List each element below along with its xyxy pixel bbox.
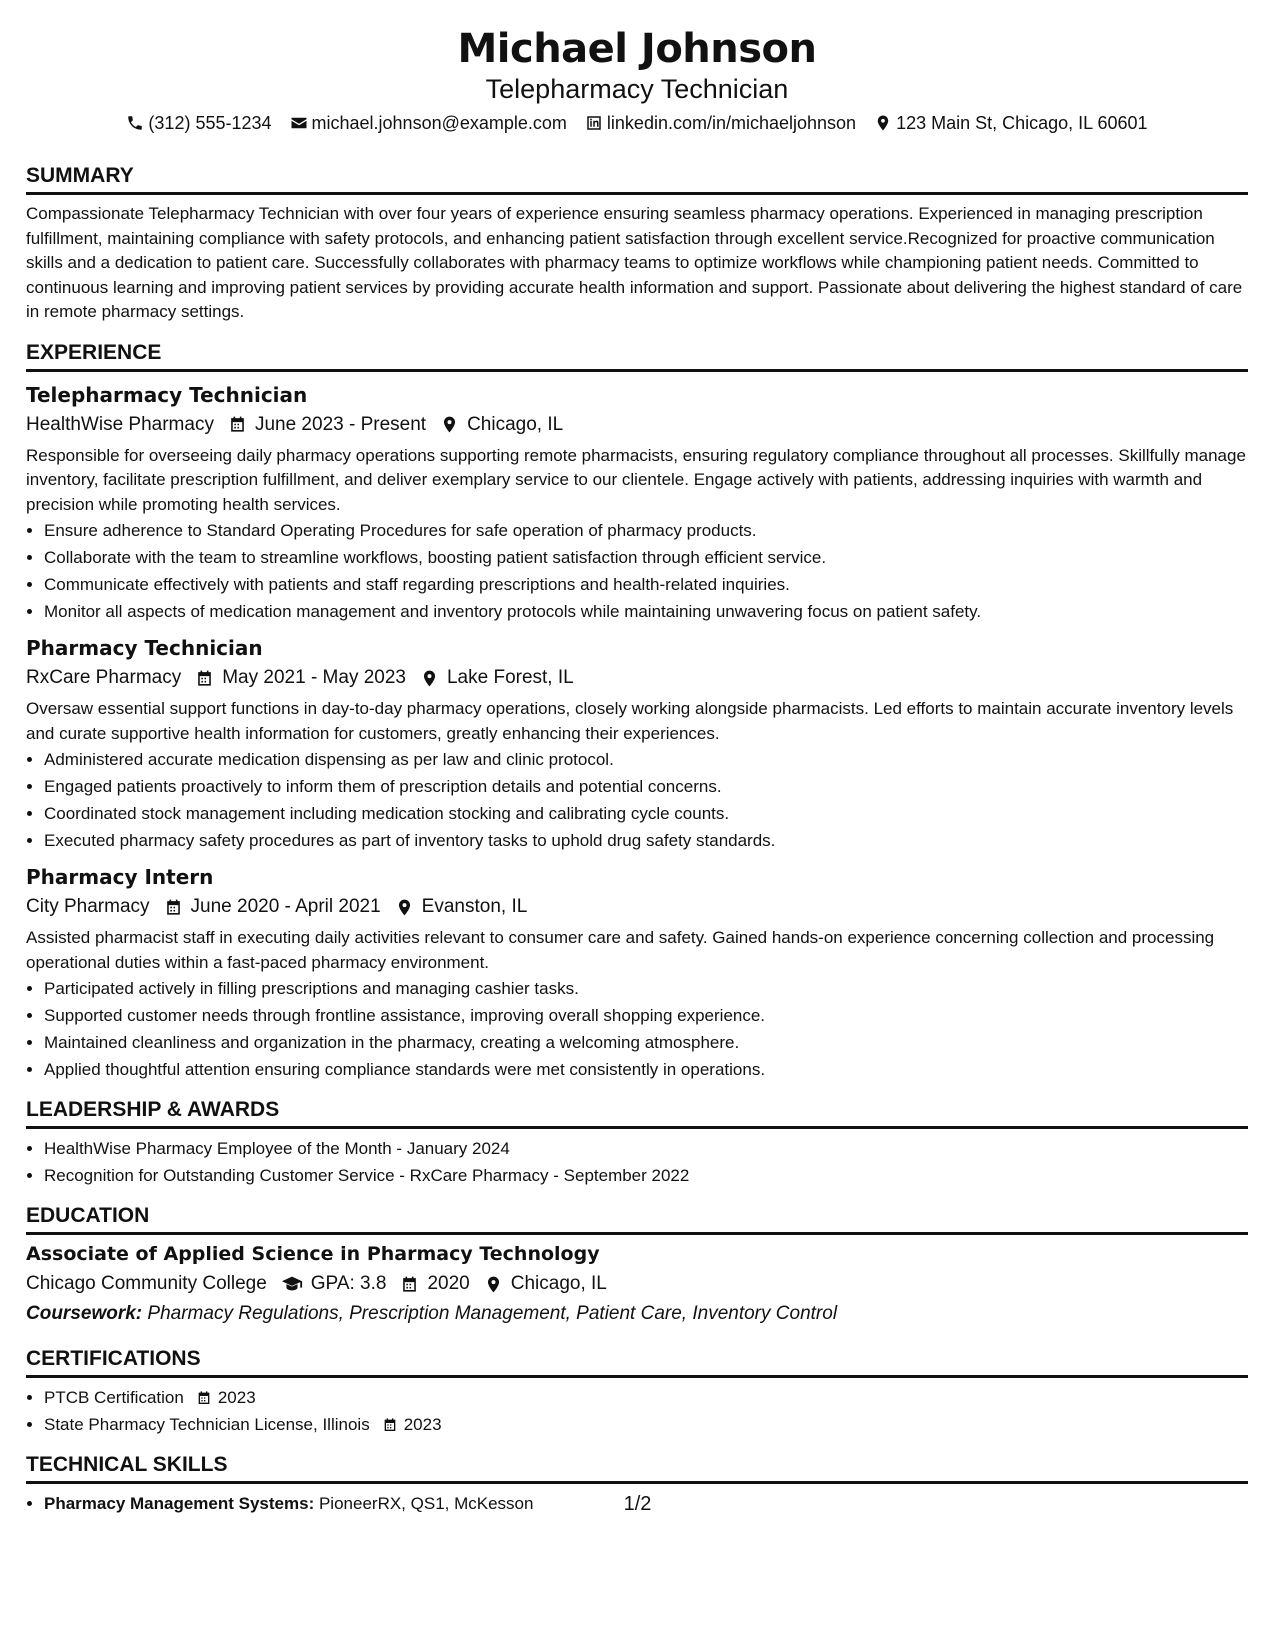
job-bullets: [26, 746, 1248, 854]
school-name: Chicago Community College: [26, 1273, 267, 1294]
awards-list: [26, 1135, 1248, 1189]
resume-page: [26, 0, 1248, 1517]
resume-header: [26, 25, 1248, 135]
list-item: • Coordinated stock management including medication stocking and calibrating cycle counts.: [44, 800, 1248, 827]
company-name: City Pharmacy: [26, 896, 150, 917]
contact-email[interactable]: [290, 111, 567, 135]
cert-year: 2023: [403, 1415, 442, 1434]
map-pin-icon: [420, 669, 439, 688]
certifications-section: [26, 1346, 1248, 1438]
job-meta: [26, 410, 1248, 440]
education-year: 2020: [427, 1273, 470, 1294]
degree-title: Associate of Applied Science in Pharmacy Technology: [26, 1243, 600, 1265]
list-item: [44, 1384, 1248, 1411]
job-location: Chicago, IL: [467, 413, 564, 435]
coursework-label: Coursework:: [26, 1303, 143, 1324]
certifications-heading: CERTIFICATIONS: [26, 1346, 1248, 1378]
address-text: 123 Main St, Chicago, IL 60601: [896, 113, 1148, 133]
job-description: Responsible for overseeing daily pharmacy operations supporting remote pharmacists, ensuring regulatory compliance throughout all processes. Skillfully manage inventory, facilitate prescription fulfillment, and deliver exemplary service to our clientele. Engage actively with patients, addressing inquiries with warmth and precision while promoting health services.: [26, 445, 1246, 514]
list-item: • Recognition for Outstanding Customer Service - RxCare Pharmacy - September 2022: [44, 1162, 1248, 1189]
email-text: michael.johnson@example.com: [311, 113, 567, 133]
list-item: • Maintained cleanliness and organization in the pharmacy, creating a welcoming atmosphere.: [44, 1029, 1248, 1056]
experience-section: [26, 340, 1248, 1084]
job-entry: [26, 380, 1248, 626]
calendar-icon: [164, 898, 183, 917]
contact-phone[interactable]: [126, 111, 271, 135]
map-pin-icon: [484, 1275, 503, 1294]
skill-label: Pharmacy Management Systems:: [44, 1494, 315, 1513]
candidate-title: Telepharmacy Technician: [485, 74, 789, 104]
job-title: Pharmacy Technician: [26, 636, 263, 660]
job-meta: [26, 663, 1248, 693]
skill-value: PioneerRX, QS1, McKesson: [318, 1494, 534, 1513]
job-description: Assisted pharmacist staff in executing daily activities relevant to consumer care and safety. Gained hands-on experience concerning collection and processing operational duties within a fast-paced pharmacy environment.: [26, 928, 1215, 972]
job-dates: June 2023 - Present: [254, 413, 427, 435]
job-dates: May 2021 - May 2023: [222, 667, 406, 688]
education-heading: EDUCATION: [26, 1203, 1248, 1235]
list-item: • Administered accurate medication dispensing as per law and clinic protocol.: [44, 746, 1248, 773]
cert-name: • PTCB Certification: [44, 1388, 184, 1407]
summary-section: [26, 163, 1248, 325]
map-pin-icon: [395, 898, 414, 917]
page-number: 1/2: [623, 1493, 652, 1515]
calendar-icon: [228, 415, 247, 434]
awards-section: [26, 1097, 1248, 1189]
skills-heading: TECHNICAL SKILLS: [26, 1452, 1248, 1484]
calendar-icon: [195, 669, 214, 688]
company-name: RxCare Pharmacy: [26, 667, 182, 688]
job-entry: [26, 633, 1248, 854]
calendar-icon: [196, 1390, 212, 1406]
job-entry: [26, 862, 1248, 1083]
list-item: [44, 1411, 1248, 1438]
cert-year: 2023: [217, 1388, 256, 1407]
list-item: • Monitor all aspects of medication management and inventory protocols while maintaining unwavering focus on patient safety.: [44, 598, 1248, 625]
education-location: Chicago, IL: [510, 1273, 607, 1294]
list-item: • Communicate effectively with patients and staff regarding prescriptions and health-related inquiries.: [44, 571, 1248, 598]
calendar-icon: [382, 1417, 398, 1433]
job-bullets: [26, 517, 1248, 625]
list-item: • Executed pharmacy safety procedures as part of inventory tasks to uphold drug safety standards.: [44, 827, 1248, 854]
list-item: • Engaged patients proactively to inform them of prescription details and potential concerns.: [44, 773, 1248, 800]
job-location: Evanston, IL: [421, 896, 528, 917]
list-item: • Supported customer needs through frontline assistance, improving overall shopping experience.: [44, 1002, 1248, 1029]
phone-text: (312) 555-1234: [148, 113, 272, 133]
list-item: • Participated actively in filling prescriptions and managing cashier tasks.: [44, 975, 1248, 1002]
envelope-icon: [290, 114, 308, 132]
company-name: HealthWise Pharmacy: [26, 413, 214, 435]
map-pin-icon: [874, 114, 892, 132]
map-pin-icon: [440, 415, 459, 434]
job-description: Oversaw essential support functions in day-to-day pharmacy operations, closely working alongside pharmacists. Led efforts to maintain accurate inventory levels and curate supportive health information for customers, greatly enhancing their experiences.: [26, 699, 1234, 743]
job-bullets: [26, 975, 1248, 1083]
coursework: [26, 1299, 1248, 1329]
job-dates: June 2020 - April 2021: [190, 896, 381, 917]
job-title: Pharmacy Intern: [26, 865, 214, 889]
phone-icon: [126, 114, 144, 132]
education-section: [26, 1203, 1248, 1329]
job-location: Lake Forest, IL: [446, 667, 574, 688]
list-item: • HealthWise Pharmacy Employee of the Month - January 2024: [44, 1135, 1248, 1162]
coursework-text: Pharmacy Regulations, Prescription Management, Patient Care, Inventory Control: [147, 1303, 838, 1324]
awards-heading: LEADERSHIP & AWARDS: [26, 1097, 1248, 1129]
list-item: • Ensure adherence to Standard Operating Procedures for safe operation of pharmacy products.: [44, 517, 1248, 544]
linkedin-text: linkedin.com/in/michaeljohnson: [606, 113, 857, 133]
candidate-name: Michael Johnson: [457, 26, 817, 72]
cert-name: • State Pharmacy Technician License, Illinois: [44, 1415, 370, 1434]
gpa-text: GPA: 3.8: [310, 1273, 387, 1294]
list-item: • Collaborate with the team to streamline workflows, boosting patient satisfaction through efficient service.: [44, 544, 1248, 571]
experience-heading: EXPERIENCE: [26, 340, 1248, 372]
linkedin-icon: [585, 114, 603, 132]
job-title: Telepharmacy Technician: [26, 382, 308, 407]
graduation-cap-icon: [281, 1273, 303, 1295]
education-meta: [26, 1269, 1248, 1299]
contact-address: [874, 111, 1148, 135]
summary-text: Compassionate Telepharmacy Technician with over four years of experience ensuring seamless pharmacy operations. Experienced in managing prescription fulfillment, maintaining compliance with safety protocols, and enhancing patient satisfaction through excellent service.Recognized for proactive communication skills and a dedication to patient care. Successfully collaborates with pharmacy teams to optimize workflows while championing patient needs. Committed to continuous learning and improving patient services by providing accurate health information and support. Passionate about delivering the highest standard of care in remote pharmacy settings.: [26, 204, 1243, 321]
job-meta: [26, 892, 1248, 922]
calendar-icon: [400, 1275, 419, 1294]
summary-heading: SUMMARY: [26, 163, 1248, 195]
certifications-list: [26, 1384, 1248, 1438]
contact-linkedin[interactable]: [585, 111, 856, 135]
contact-bar: [26, 111, 1248, 135]
list-item: • Applied thoughtful attention ensuring compliance standards were met consistently in operations.: [44, 1056, 1248, 1083]
